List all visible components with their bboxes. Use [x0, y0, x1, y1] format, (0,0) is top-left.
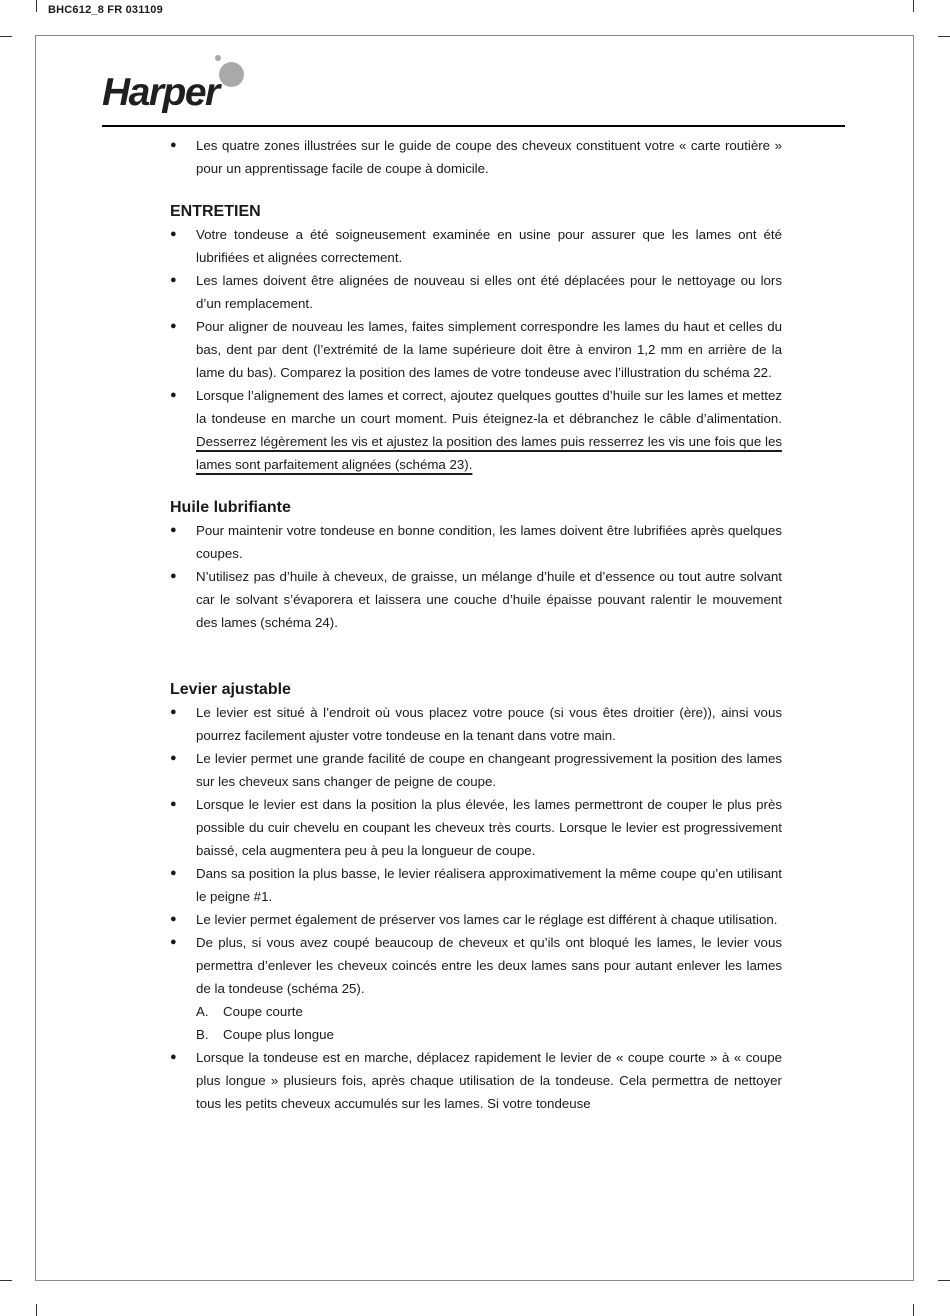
crop-mark [913, 0, 914, 12]
list-item: ● Dans sa position la plus basse, le levier réalisera approximativement la même coupe qu’en utilisant le peigne #1. [170, 862, 782, 908]
sub-item [170, 1000, 782, 1023]
list-item: ● Le levier permet également de préserver vos lames car le réglage est différent à chaque utilisation. [170, 908, 782, 931]
sub-item-text: Coupe courte [223, 1004, 303, 1019]
list-item: ● Pour aligner de nouveau les lames, faites simplement correspondre les lames du haut et celles du bas, dent par dent (l’extrémité de la lame supérieure doit être à environ 1,2 mm en arrière de la lame du bas). Comparez la position des lames de votre tondeuse avec l’illustration du schéma 22. [170, 315, 782, 384]
crop-mark [938, 36, 950, 37]
list-item: ● Lorsque le levier est dans la position la plus élevée, les lames permettront de couper le plus près possible du cuir chevelu en coupant les cheveux très courts. Lorsque le levier est progressivement baissé, cela augmentera peu à peu la longueur de coupe. [170, 793, 782, 862]
crop-mark [36, 0, 37, 12]
list-item: ● Le levier est situé à l’endroit où vous placez votre pouce (si vous êtes droitier (ère)), ainsi vous pourrez facilement ajuster votre tondeuse en la tenant dans votre main. [170, 701, 782, 747]
section-title-entretien: ENTRETIEN [170, 203, 261, 220]
list-item [170, 384, 782, 476]
sub-item-letter: A. [196, 1004, 209, 1019]
crop-mark [36, 1304, 37, 1316]
list-item: ● Votre tondeuse a été soigneusement examinée en usine pour assurer que les lames ont été lubrifiées et alignées correctement. [170, 223, 782, 269]
crop-mark [0, 1280, 12, 1281]
document-body [170, 134, 782, 1115]
list-item: ● Lorsque la tondeuse est en marche, déplacez rapidement le levier de « coupe courte » à « coupe plus longue » plusieurs fois, après chaque utilisation de la tondeuse. Cela permettra de nettoyer tous les petits cheveux accumulés sur les lames. Si votre tondeuse [170, 1046, 782, 1115]
list-item: ● Pour maintenir votre tondeuse en bonne condition, les lames doivent être lubrifiées après quelques coupes. [170, 519, 782, 565]
section-title-levier: Levier ajustable [170, 681, 291, 698]
crop-mark [938, 1280, 950, 1281]
sub-item-letter: B. [196, 1027, 209, 1042]
crop-mark [0, 36, 12, 37]
list-item: ● De plus, si vous avez coupé beaucoup de cheveux et qu’ils ont bloqué les lames, le levier vous permettra d’enlever les cheveux coincés entre les deux lames sans pour autant enlever les lames de la tondeuse (schéma 25). [170, 931, 782, 1000]
list-item: ● Le levier permet une grande facilité de coupe en changeant progressivement la position des lames sur les cheveux sans changer de peigne de coupe. [170, 747, 782, 793]
sub-item-text: Coupe plus longue [223, 1027, 334, 1042]
underlined-instruction: Desserrez légèrement les vis et ajustez la position des lames puis resserrez les vis une fois que les lames sont parfaitement alignées (schéma 23). [196, 434, 782, 472]
brand-logo: Harper [102, 71, 219, 114]
list-item: ● Les lames doivent être alignées de nouveau si elles ont été déplacées pour le nettoyage ou lors d’un remplacement. [170, 269, 782, 315]
list-item-text: Lorsque l’alignement des lames et correct, ajoutez quelques gouttes d’huile sur les lames et mettez la tondeuse en marche un court moment. Puis éteignez-la et débranchez le câble d’alimentation. [196, 388, 782, 426]
header-divider [102, 125, 845, 127]
document-id: BHC612_8 FR 031109 [48, 4, 163, 16]
list-item: ● N’utilisez pas d’huile à cheveux, de graisse, un mélange d’huile et d’essence ou tout autre solvant car le solvant s’évaporera et laissera une couche d’huile épaisse pouvant ralentir le mouvement des lames (schéma 24). [170, 565, 782, 634]
list-item: ● Les quatre zones illustrées sur le guide de coupe des cheveux constituent votre « carte routière » pour un apprentissage facile de coupe à domicile. [170, 134, 782, 180]
crop-mark [913, 1304, 914, 1316]
logo-dot-icon [219, 62, 244, 87]
sub-item [170, 1023, 782, 1046]
logo-dot-icon [215, 55, 221, 61]
section-title-huile: Huile lubrifiante [170, 499, 291, 516]
